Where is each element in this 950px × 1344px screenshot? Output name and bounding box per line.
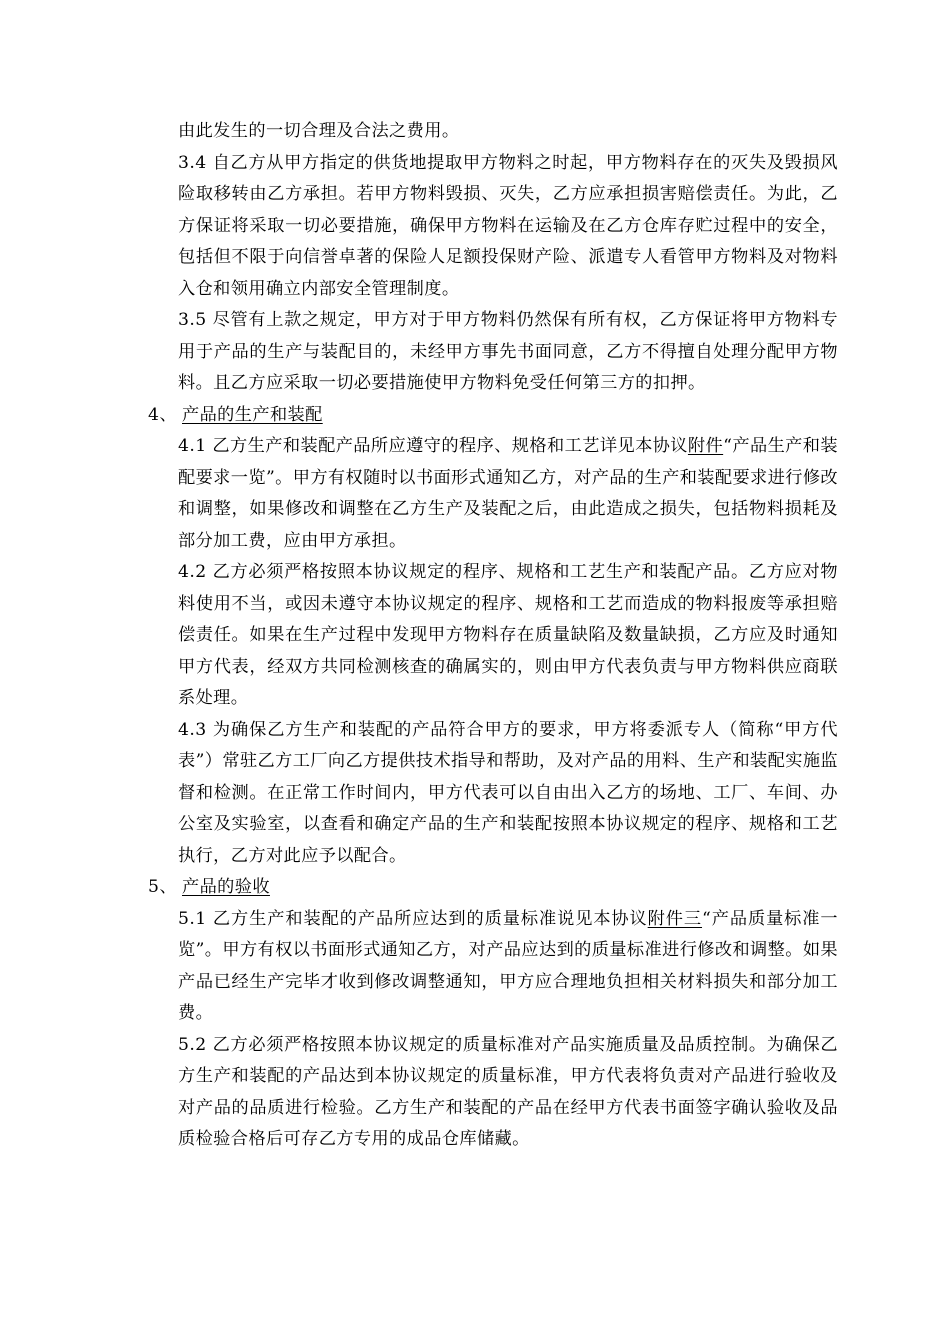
section-5-title: 产品的验收 bbox=[182, 877, 270, 897]
clause-5-2: 5.2 乙方必须严格按照本协议规定的质量标准对产品实施质量及品质控制。为确保乙方生产和装配的产品达到本协议规定的质量标准，甲方代表将负责对产品进行验收及对产品的品质进行检验。乙方生产和装配的产品在经甲方代表书面签字确认验收及品质检验合格后可存乙方专用的成品仓库储藏。 bbox=[178, 1034, 838, 1149]
clause-5-1-text-b: “产品质量标准一览”。甲方有权以书面形式通知乙方，对产品应达到的质量标准进行修改和调整。如果产品已经生产完毕才收到修改调整通知，甲方应合理地负担相关材料损失和部分加工费。 bbox=[178, 908, 838, 1023]
clause-4-1-text-a: 4.1 乙方生产和装配产品所应遵守的程序、规格和工艺详见本协议 bbox=[178, 436, 688, 456]
clause-5-1 bbox=[148, 904, 838, 1030]
section-4-title: 产品的生产和装配 bbox=[182, 404, 323, 425]
clause-4-3: 4.3 为确保乙方生产和装配的产品符合甲方的要求，甲方将委派专人（简称“甲方代表”）常驻乙方工厂向乙方提供技术指导和帮助，及对产品的用料、生产和装配实施监督和检测。在正常工作时间内，甲方代表可以自由出入乙方的场地、工厂、车间、办公室及实验室，以查看和确定产品的生产和装配按照本协议规定的程序、规格和工艺执行，乙方对此应予以配合。 bbox=[178, 719, 838, 866]
clause-4-2: 4.2 乙方必须严格按照本协议规定的程序、规格和工艺生产和装配产品。乙方应对物料使用不当，或因未遵守本协议规定的程序、规格和工艺而造成的物料报废等承担赔偿责任。如果在生产过程中发现甲方物料存在质量缺陷及数量缺损，乙方应及时通知甲方代表，经双方共同检测核查的确属实的，则由甲方代表负责与甲方物料供应商联系处理。 bbox=[178, 562, 838, 708]
clause-3-5: 3.5 尽管有上款之规定，甲方对于甲方物料仍然保有所有权，乙方保证将甲方物料专用于产品的生产与装配目的，未经甲方事先书面同意，乙方不得擅自处理分配甲方物料。且乙方应采取一切必要措施使甲方物料免受任何第三方的扣押。 bbox=[178, 310, 838, 393]
section-4-number: 4、 bbox=[148, 404, 177, 425]
clause-4-1-annex-link: 附件 bbox=[687, 436, 724, 456]
document-body bbox=[148, 116, 838, 1156]
clause-5-1-text-a: 5.1 乙方生产和装配的产品所应达到的质量标准说见本协议 bbox=[178, 908, 648, 929]
section-5-number: 5、 bbox=[148, 877, 177, 897]
clause-4-1 bbox=[148, 431, 838, 557]
clause-5-1-annex-link: 附件三 bbox=[647, 908, 703, 929]
clause-4-1-text-b: “产品生产和装配要求一览”。甲方有权随时以书面形式通知乙方，对产品的生产和装配要求进行修改和调整，如果修改和调整在乙方生产及装配之后，由此造成之损失，包括物料损耗及部分加工费，应由甲方承担。 bbox=[178, 436, 838, 551]
section-4-heading bbox=[148, 400, 838, 432]
section-5-heading bbox=[148, 872, 838, 904]
clause-3-3-continuation: 由此发生的一切合理及合法之费用。 bbox=[178, 121, 460, 141]
clause-3-4: 3.4 自乙方从甲方指定的供货地提取甲方物料之时起，甲方物料存在的灭失及毁损风险取移转由乙方承担。若甲方物料毁损、灭失，乙方应承担损害赔偿责任。为此，乙方保证将采取一切必要措施，确保甲方物料在运输及在乙方仓库存贮过程中的安全，包括但不限于向信誉卓著的保险人足额投保财产险、派遣专人看管甲方物料及对物料入仓和领用确立内部安全管理制度。 bbox=[178, 152, 838, 299]
